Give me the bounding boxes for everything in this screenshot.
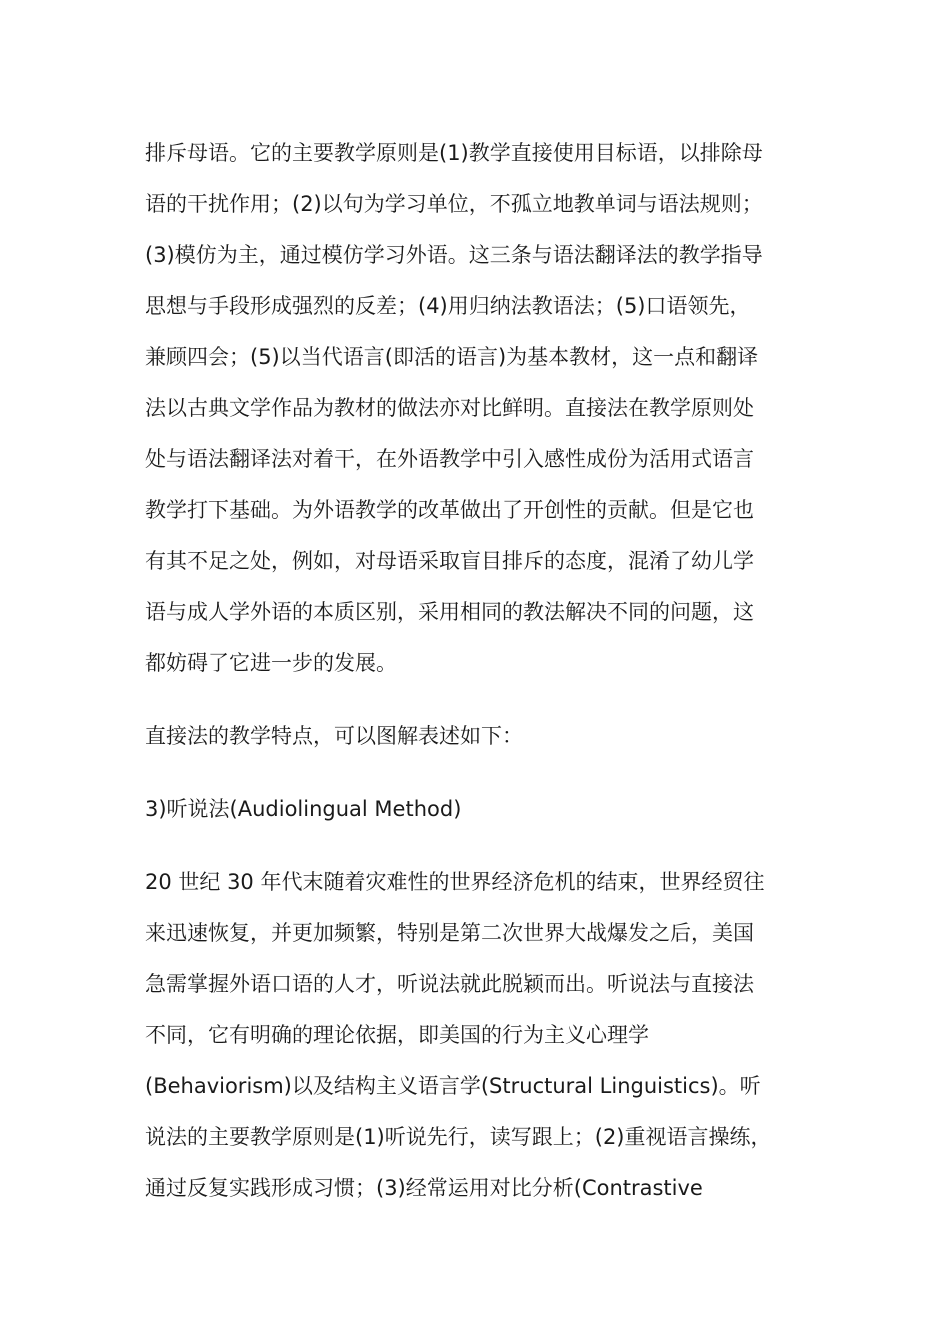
paragraph-spacer [145, 689, 810, 711]
paragraph-direct-method-principles [145, 128, 810, 689]
paragraph-audiolingual-history [145, 857, 810, 1214]
text-line: 说法的主要教学原则是(1)听说先行，读写跟上；(2)重视语言操练， [145, 1125, 772, 1149]
text-line: (Behaviorism)以及结构主义语言学(Structural Linguistics)。听 [145, 1074, 761, 1098]
text-line: 语与成人学外语的本质区别，采用相同的教法解决不同的问题，这 [145, 600, 754, 624]
text-line: 思想与手段形成强烈的反差；(4)用归纳法教语法；(5)口语领先， [145, 294, 751, 318]
text-line: 20 世纪 30 年代末随着灾难性的世界经济危机的结束，世界经贸往 [145, 870, 765, 894]
text-line: (3)模仿为主，通过模仿学习外语。这三条与语法翻译法的教学指导 [145, 243, 763, 267]
text-line: 都妨碍了它进一步的发展。 [145, 651, 397, 675]
text-line: 教学打下基础。为外语教学的改革做出了开创性的贡献。但是它也 [145, 498, 754, 522]
section-heading: 3)听说法(Audiolingual Method) [145, 797, 462, 821]
text-line: 不同，它有明确的理论依据，即美国的行为主义心理学 [145, 1023, 649, 1047]
text-line: 语的干扰作用；(2)以句为学习单位，不孤立地教单词与语法规则； [145, 192, 763, 216]
document-body [145, 128, 810, 1214]
paragraph-diagram-intro [145, 711, 810, 762]
text-line: 处与语法翻译法对着干，在外语教学中引入感性成份为活用式语言 [145, 447, 754, 471]
text-line: 法以古典文学作品为教材的做法亦对比鲜明。直接法在教学原则处 [145, 396, 754, 420]
text-line: 兼顾四会；(5)以当代语言(即活的语言)为基本教材，这一点和翻译 [145, 345, 759, 369]
paragraph-spacer [145, 762, 810, 784]
text-line: 急需掌握外语口语的人才，听说法就此脱颖而出。听说法与直接法 [145, 972, 754, 996]
text-line: 排斥母语。它的主要教学原则是(1)教学直接使用目标语，以排除母 [145, 141, 763, 165]
section-heading-audiolingual [145, 784, 810, 835]
text-line: 直接法的教学特点，可以图解表述如下： [145, 724, 523, 748]
paragraph-spacer [145, 835, 810, 857]
text-line: 来迅速恢复，并更加频繁，特别是第二次世界大战爆发之后，美国 [145, 921, 754, 945]
text-line: 通过反复实践形成习惯；(3)经常运用对比分析(Contrastive [145, 1176, 703, 1200]
text-line: 有其不足之处，例如，对母语采取盲目排斥的态度，混淆了幼儿学 [145, 549, 754, 573]
